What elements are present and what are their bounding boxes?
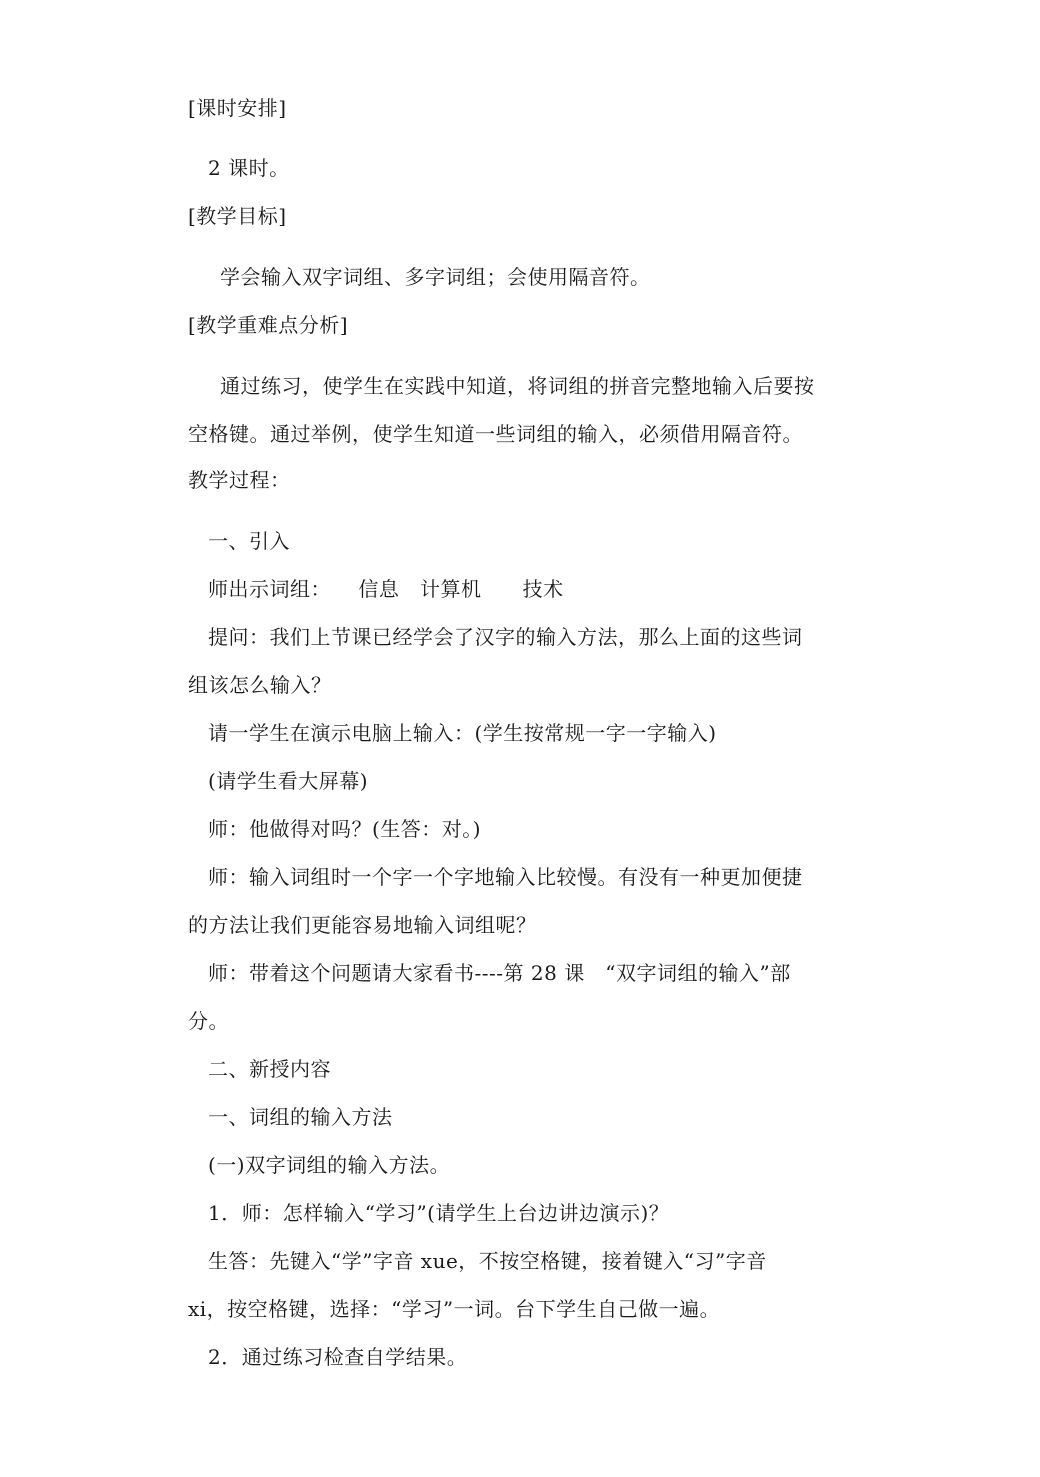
paragraph-analysis-line-2: 空格键。通过举例，使学生知道一些词组的输入，必须借用隔音符。 (188, 422, 803, 446)
paragraph-question-line-1: 提问：我们上节课已经学会了汉字的输入方法，那么上面的这些词 (208, 625, 803, 649)
subheading-input-method: 一、词组的输入方法 (208, 1105, 393, 1129)
subheading-intro: 一、引入 (208, 529, 290, 553)
paragraph-student-demo: 请一学生在演示电脑上输入：(学生按常规一字一字输入) (208, 721, 717, 745)
subheading-two-char-words: (一)双字词组的输入方法。 (208, 1153, 451, 1177)
paragraph-big-screen: (请学生看大屏幕) (208, 769, 369, 793)
paragraph-analysis-line-1: 通过练习，使学生在实践中知道，将词组的拼音完整地输入后要按 (220, 374, 815, 398)
section-heading-schedule: [课时安排] (188, 96, 287, 120)
subheading-new-content: 二、新授内容 (208, 1057, 331, 1081)
paragraph-question-line-2: 组该怎么输入？ (188, 673, 332, 697)
section-heading-objectives: [教学目标] (188, 204, 287, 228)
paragraph-objectives: 学会输入双字词组、多字词组；会使用隔音符。 (220, 265, 651, 289)
paragraph-student-answer-line-2: xi，按空格键，选择：“学习”一词。台下学生自己做一遍。 (188, 1297, 721, 1321)
paragraph-read-book-line-1: 师：带着这个问题请大家看书----第 28 课 “双字词组的输入”部 (208, 961, 791, 985)
section-heading-process: 教学过程： (188, 468, 291, 492)
paragraph-word-examples: 师出示词组： 信息 计算机 技术 (208, 577, 564, 601)
paragraph-student-answer-line-1: 生答：先键入“学”字音 xue，不按空格键，接着键入“习”字音 (208, 1249, 767, 1273)
paragraph-read-book-line-2: 分。 (188, 1009, 229, 1033)
paragraph-step-1: 1．师：怎样输入“学习”(请学生上台边讲边演示)？ (208, 1201, 670, 1225)
paragraph-teacher-slow-line-1: 师：输入词组时一个字一个字地输入比较慢。有没有一种更加便捷 (208, 865, 803, 889)
paragraph-lesson-count: 2 课时。 (208, 156, 290, 180)
paragraph-teacher-slow-line-2: 的方法让我们更能容易地输入词组呢？ (188, 913, 537, 937)
section-heading-analysis: [教学重难点分析] (188, 313, 349, 337)
paragraph-teacher-check: 师：他做得对吗？(生答：对。) (208, 817, 482, 841)
paragraph-step-2: 2．通过练习检查自学结果。 (208, 1345, 468, 1369)
